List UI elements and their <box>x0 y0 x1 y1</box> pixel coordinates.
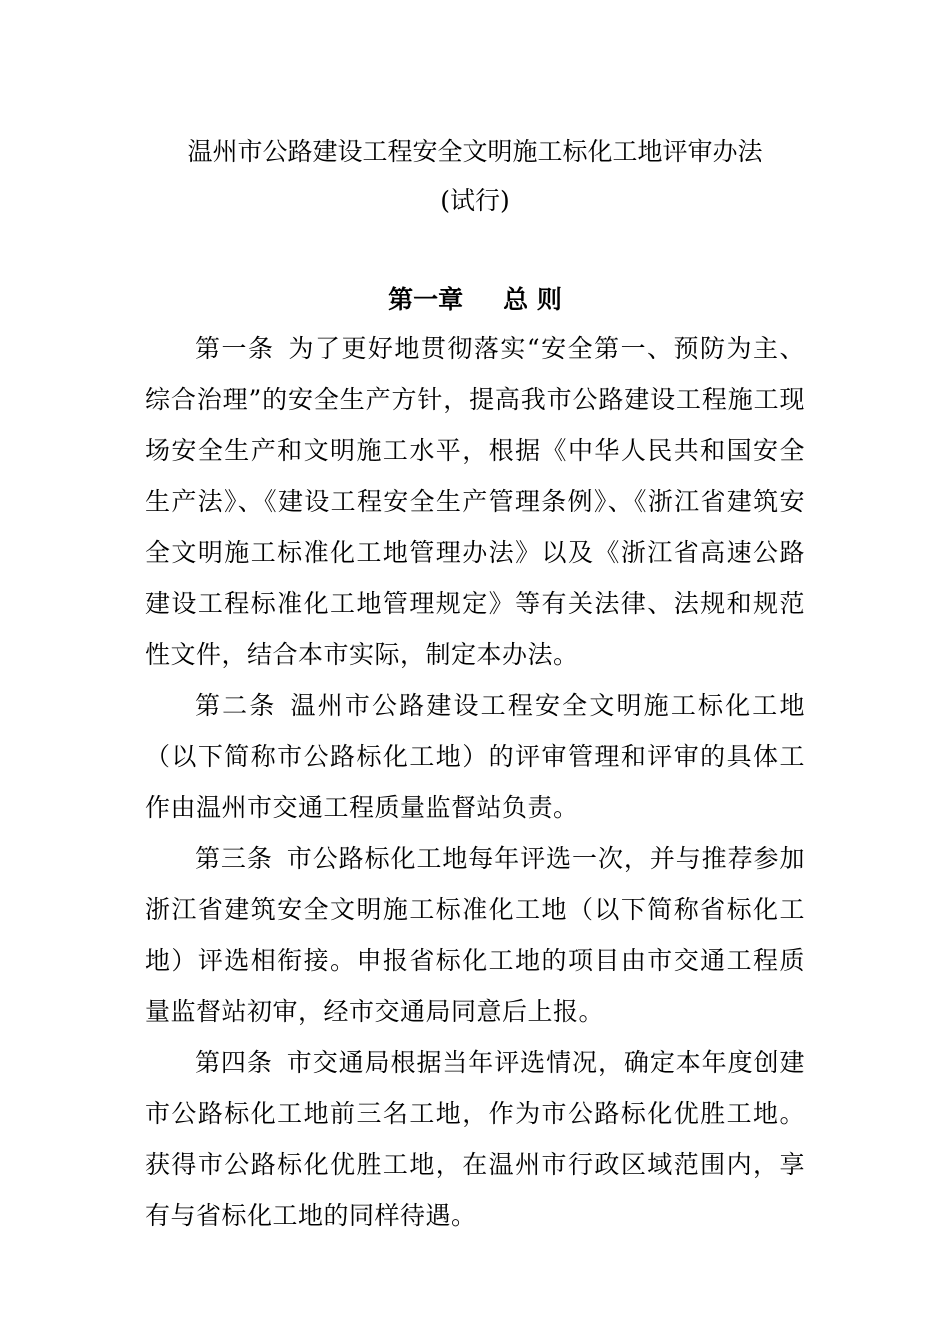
chapter-number: 第一章 <box>388 285 464 314</box>
article-paragraph <box>145 1037 805 1241</box>
chapter-name: 总 则 <box>503 285 562 314</box>
document-title: 温州市公路建设工程安全文明施工标化工地评审办法 <box>187 137 763 166</box>
article-label: 第四条 <box>195 1048 273 1077</box>
article-paragraph <box>145 323 805 680</box>
article-paragraph <box>145 680 805 833</box>
article-text: 温州市公路建设工程安全文明施工标化工地（以下简称市公路标化工地）的评审管理和评审的具体工作由温州市交通工程质量监督站负责。 <box>145 691 805 822</box>
article-label: 第三条 <box>195 844 273 873</box>
document-body <box>145 323 805 1241</box>
article-label: 第二条 <box>195 691 277 720</box>
article-paragraph <box>145 833 805 1037</box>
chapter-heading <box>0 285 950 315</box>
article-label: 第一条 <box>195 334 275 363</box>
article-text: 为了更好地贯彻落实“安全第一、预防为主、综合治理”的安全生产方针，提高我市公路建设工程施工现场安全生产和文明施工水平，根据《中华人民共和国安全生产法》、《建设工程安全生产管理条例》、《浙江省建筑安全文明施工标准化工地管理办法》以及《浙江省高速公路建设工程标准化工地管理规定》等有关法律、法规和规范性文件，结合本市实际，制定本办法。 <box>145 334 805 669</box>
article-text: 市公路标化工地每年评选一次，并与推荐参加浙江省建筑安全文明施工标准化工地（以下简称省标化工地）评选相衔接。申报省标化工地的项目由市交通工程质量监督站初审，经市交通局同意后上报。 <box>145 844 805 1026</box>
document-subtitle: (试行) <box>440 186 510 215</box>
article-text: 市交通局根据当年评选情况，确定本年度创建市公路标化工地前三名工地，作为市公路标化优胜工地。获得市公路标化优胜工地，在温州市行政区域范围内，享有与省标化工地的同样待遇。 <box>145 1048 805 1230</box>
